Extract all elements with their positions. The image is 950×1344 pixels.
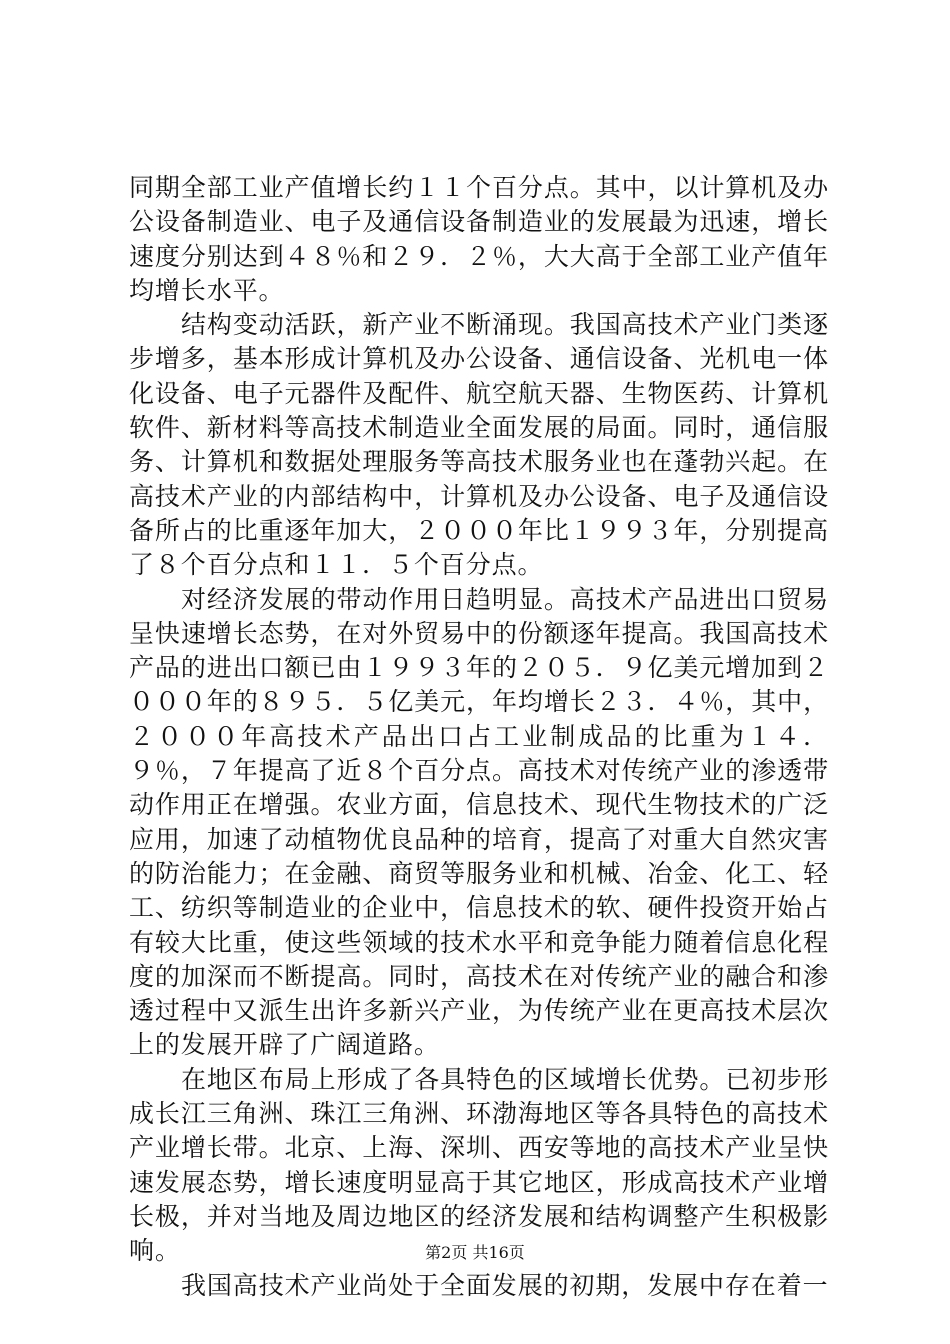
paragraph: 结构变动活跃，新产业不断涌现。我国高技术产业门类逐步增多，基本形成计算机及办公设备、通信设备、光机电一体化设备、电子元器件及配件、航空航天器、生物医药、计算机软件、新材料等高技术制造业全面发展的局面。同时，通信服务、计算机和数据处理服务等高技术服务业也在蓬勃兴起。在高技术产业的内部结构中，计算机及办公设备、电子及通信设备所占的比重逐年加大，２０００年比１９９３年，分别提高了８个百分点和１１．５个百分点。: [129, 310, 829, 580]
document-body: [129, 171, 829, 1303]
page-footer: 第2页 共16页: [425, 1243, 525, 1262]
paragraph: 对经济发展的带动作用日趋明显。高技术产品进出口贸易呈快速增长态势，在对外贸易中的份额逐年提高。我国高技术产品的进出口额已由１９９３年的２０５．９亿美元增加到２０００年的８９５．５亿美元，年均增长２３．４％，其中，２０００年高技术产品出口占工业制成品的比重为１４．９％，７年提高了近８个百分点。高技术对传统产业的渗透带动作用正在增强。农业方面，信息技术、现代生物技术的广泛应用，加速了动植物优良品种的培育，提高了对重大自然灾害的防治能力；在金融、商贸等服务业和机械、冶金、化工、轻工、纺织等制造业的企业中，信息技术的软、硬件投资开始占有较大比重，使这些领域的技术水平和竞争能力随着信息化程度的加深而不断提高。同时，高技术在对传统产业的融合和渗透过程中又派生出许多新兴产业，为传统产业在更高技术层次上的发展开辟了广阔道路。: [129, 584, 829, 1060]
paragraph: 我国高技术产业尚处于全面发展的初期，发展中存在着一: [181, 1270, 829, 1300]
paragraph: 在地区布局上形成了各具特色的区域增长优势。已初步形成长江三角洲、珠江三角洲、环渤海地区等各具特色的高技术产业增长带。北京、上海、深圳、西安等地的高技术产业呈快速发展态势，增长速度明显高于其它地区，形成高技术产业增长极，并对当地及周边地区的经济发展和结构调整产生积极影响。: [129, 1064, 829, 1266]
paragraph: 同期全部工业产值增长约１１个百分点。其中，以计算机及办公设备制造业、电子及通信设备制造业的发展最为迅速，增长速度分别达到４８％和２９．２％，大大高于全部工业产值年均增长水平。: [129, 173, 829, 305]
